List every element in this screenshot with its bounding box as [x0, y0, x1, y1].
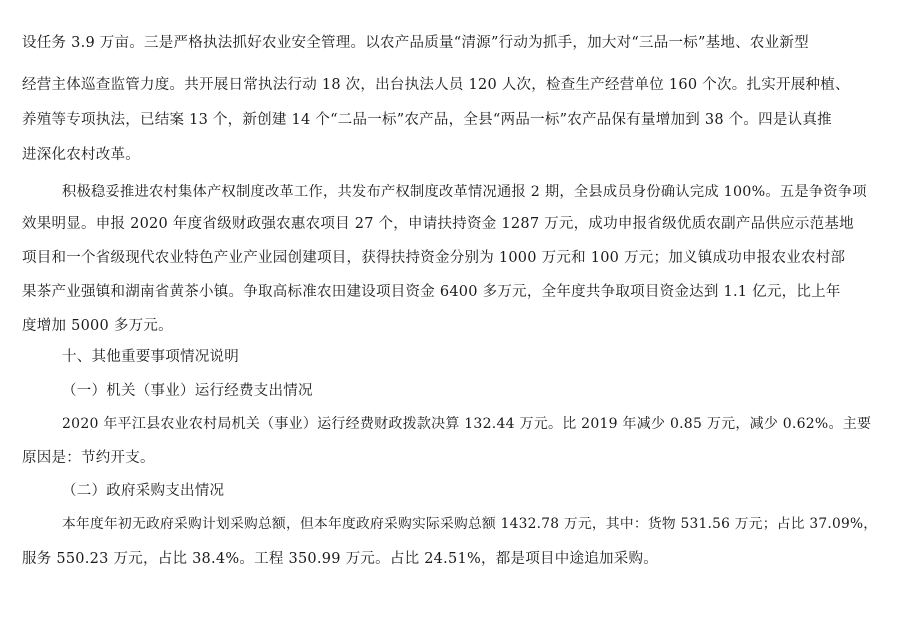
- paragraph-1-line-1: 设任务 3.9 万亩。三是严格执法抓好农业安全管理。以农产品质量“清源”行动为抓手，加大对“三品一标”基地、农业新型: [22, 35, 809, 51]
- subsection-2-heading: （二）政府采购支出情况: [62, 483, 225, 499]
- subsection-2-line-2: 服务 550.23 万元，占比 38.4%。工程 350.99 万元。占比 24.51%，都是项目中途追加采购。: [22, 551, 658, 567]
- paragraph-2-line-4: 果茶产业强镇和湖南省黄茶小镇。争取高标准农田建设项目资金 6400 多万元，全年度共争取项目资金达到 1.1 亿元，比上年: [22, 284, 841, 300]
- subsection-1-heading: （一）机关（事业）运行经费支出情况: [62, 383, 313, 399]
- paragraph-2-line-3: 项目和一个省级现代农业特色产业产业园创建项目，获得扶持资金分别为 1000 万元和 100 万元；加义镇成功申报农业农村部: [22, 250, 846, 266]
- paragraph-2-line-1: 积极稳妥推进农村集体产权制度改革工作，共发布产权制度改革情况通报 2 期，全县成员身份确认完成 100%。五是争资争项: [62, 184, 867, 200]
- paragraph-2-line-2: 效果明显。申报 2020 年度省级财政强农惠农项目 27 个，申请扶持资金 1287 万元，成功申报省级优质农副产品供应示范基地: [22, 216, 854, 232]
- paragraph-1-line-2: 经营主体巡查监管力度。共开展日常执法行动 18 次，出台执法人员 120 人次，检查生产经营单位 160 个次。扎实开展种植、: [22, 77, 850, 93]
- section-heading: 十、其他重要事项情况说明: [62, 349, 239, 365]
- paragraph-1-line-4: 进深化农村改革。: [22, 147, 140, 163]
- subsection-1-line-2: 原因是：节约开支。: [22, 450, 155, 466]
- paragraph-1-line-3: 养殖等专项执法，已结案 13 个，新创建 14 个“二品一标”农产品，全县“两品一标”农产品保有量增加到 38 个。四是认真推: [22, 112, 832, 128]
- subsection-2-line-1: 本年度年初无政府采购计划采购总额，但本年度政府采购实际采购总额 1432.78 万元，其中：货物 531.56 万元；占比 37.09%，: [62, 516, 878, 532]
- paragraph-2-line-5: 度增加 5000 多万元。: [22, 318, 173, 334]
- subsection-1-line-1: 2020 年平江县农业农村局机关（事业）运行经费财政拨款决算 132.44 万元。比 2019 年减少 0.85 万元，减少 0.62%。主要: [62, 416, 872, 432]
